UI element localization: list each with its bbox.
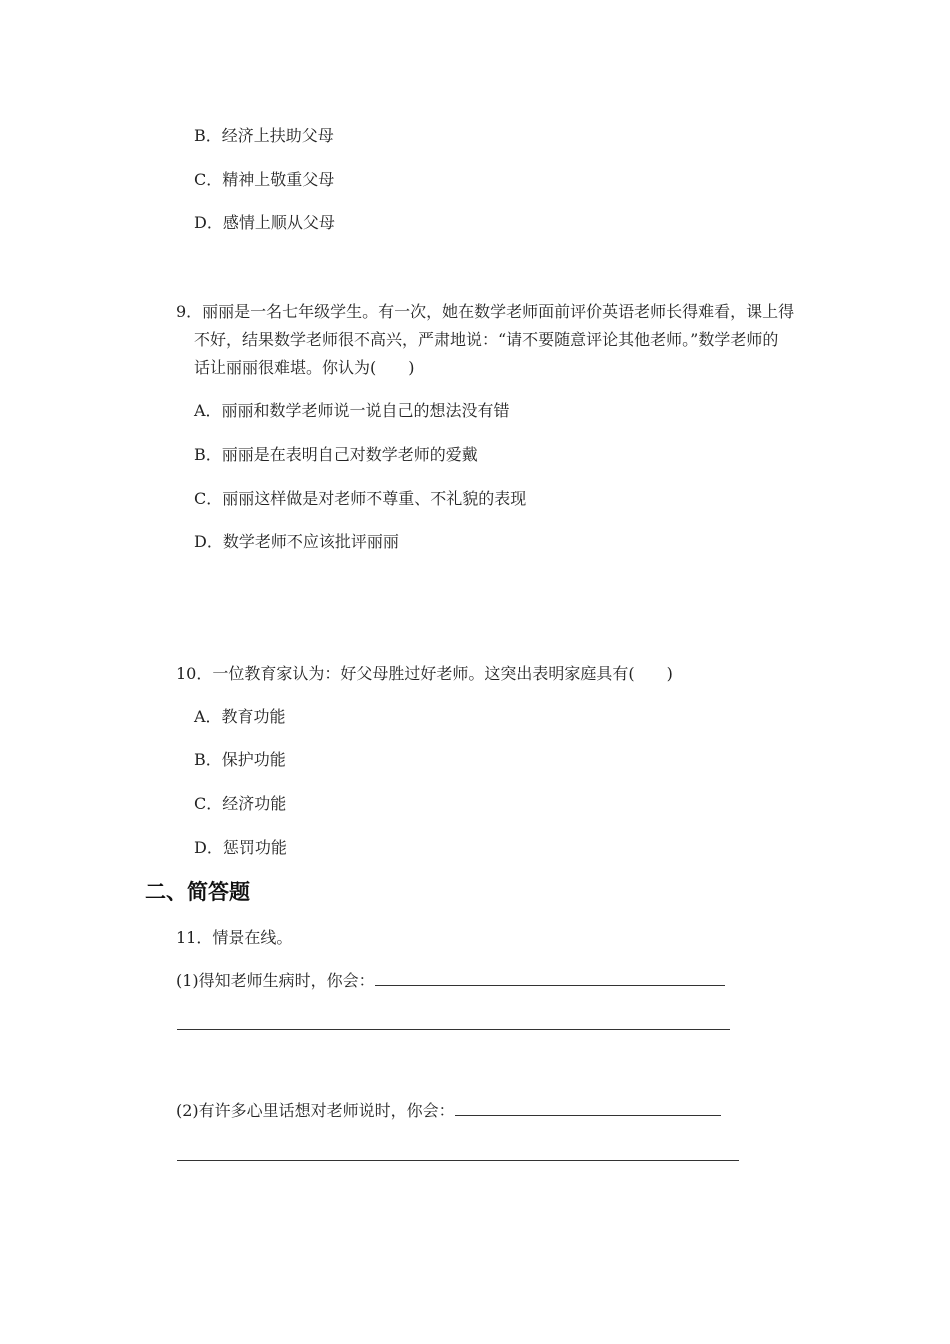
q9-option-c: C．丽丽这样做是对老师不尊重、不礼貌的表现 — [194, 489, 527, 508]
q9-stem-line-3: 话让丽丽很难堪。你认为( ) — [194, 358, 415, 377]
q8-option-b: B．经济上扶助父母 — [194, 126, 334, 145]
q8-option-c: C．精神上敬重父母 — [194, 170, 335, 189]
q9-stem-line-2: 不好，结果数学老师很不高兴，严肃地说：“请不要随意评论其他老师。”数学老师的 — [194, 330, 779, 349]
section-heading-short-answer: 二、简答题 — [145, 880, 250, 904]
q11-part1-answer-line-2[interactable] — [177, 1028, 730, 1030]
q10-stem: 10．一位教育家认为：好父母胜过好老师。这突出表明家庭具有( ) — [176, 664, 673, 683]
q9-option-d: D．数学老师不应该批评丽丽 — [194, 532, 399, 551]
q11-part2-answer-blank[interactable] — [455, 1101, 721, 1116]
q11-part2-row — [176, 1101, 721, 1121]
q9-stem-line-1: 9．丽丽是一名七年级学生。有一次，她在数学老师面前评价英语老师长得难看，课上得 — [176, 302, 795, 321]
q8-option-d: D．感情上顺从父母 — [194, 213, 335, 232]
q11-part1-prompt: (1)得知老师生病时，你会： — [176, 971, 375, 990]
q9-option-a: A．丽丽和数学老师说一说自己的想法没有错 — [194, 401, 510, 420]
q11-part2-answer-line-2[interactable] — [177, 1159, 739, 1161]
q10-option-b: B．保护功能 — [194, 750, 286, 769]
q10-option-a: A．教育功能 — [194, 707, 286, 726]
q11-part1-row — [176, 971, 725, 991]
q11-part1-answer-blank[interactable] — [375, 971, 725, 986]
q11-part2-prompt: (2)有许多心里话想对老师说时，你会： — [176, 1101, 455, 1120]
q11-stem: 11．情景在线。 — [176, 928, 293, 947]
q10-option-d: D．惩罚功能 — [194, 838, 287, 857]
q9-option-b: B．丽丽是在表明自己对数学老师的爱戴 — [194, 445, 478, 464]
q10-option-c: C．经济功能 — [194, 794, 287, 813]
